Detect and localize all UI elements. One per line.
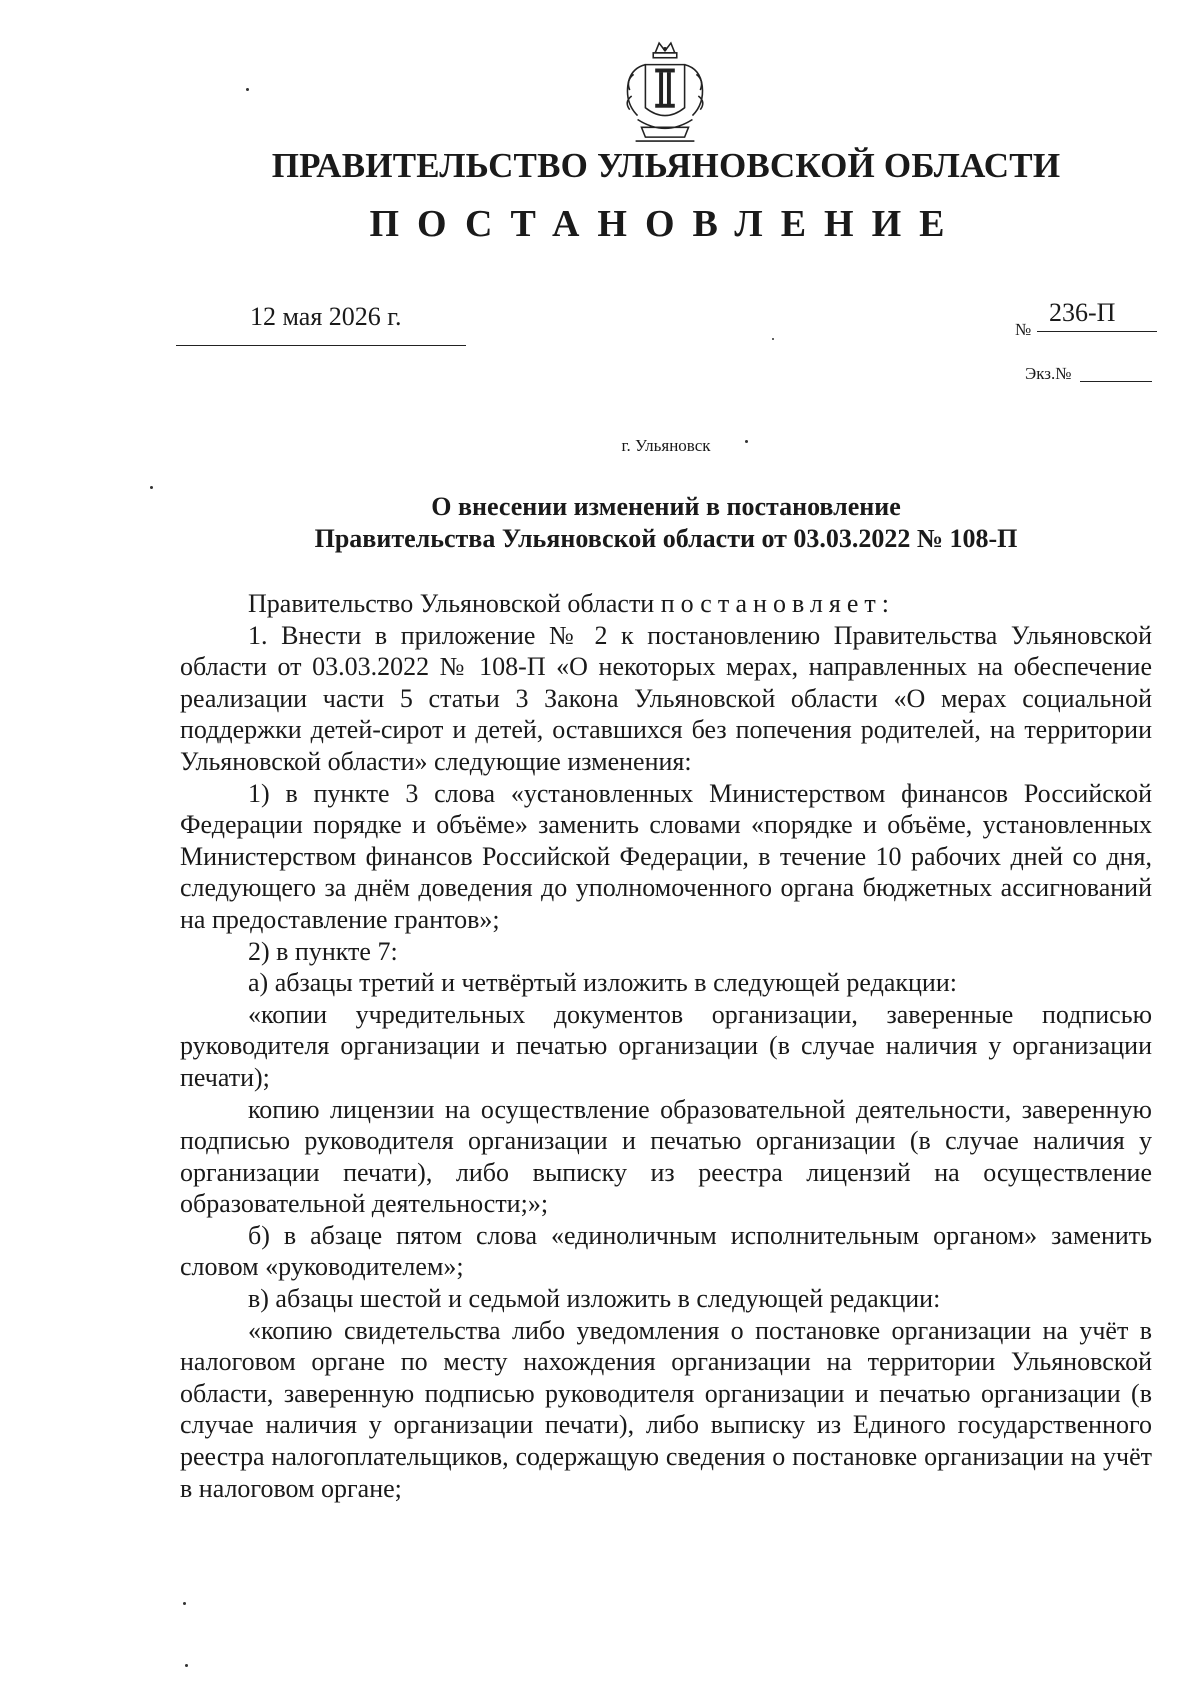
subject-line-1: О внесении изменений в постановление	[431, 492, 901, 521]
scan-speck	[772, 338, 774, 340]
document-body	[180, 588, 1152, 1504]
scan-speck	[246, 88, 249, 91]
intro-lead: Правительство Ульяновской области	[248, 589, 661, 618]
paragraph-subitem-2a: а) абзацы третий и четвёртый изложить в следующей редакции:	[248, 968, 957, 998]
number-sign: №	[1015, 320, 1032, 339]
intro-end: :	[881, 589, 889, 618]
subject-line-2: Правительства Ульяновской области от 03.03.2022 № 108-П	[314, 524, 1018, 553]
copy-number-underline	[1080, 381, 1152, 382]
document-subject	[0, 491, 1200, 555]
paragraph-subitem-2c: в) абзацы шестой и седьмой изложить в следующей редакции:	[248, 1284, 941, 1314]
city: г. Ульяновск	[621, 436, 711, 455]
organization-title: ПРАВИТЕЛЬСТВО УЛЬЯНОВСКОЙ ОБЛАСТИ	[271, 146, 1061, 185]
scan-speck	[183, 1602, 186, 1605]
scan-speck	[150, 486, 153, 489]
paragraph-quote-2: копию лицензии на осуществление образовательной деятельности, заверенную подписью руководителя организации и печатью организации (в случае наличия у организации печати), либо выписку из реестра лицензий на осуществление образовательной деятельности;»;	[180, 1094, 1152, 1219]
paragraph-subitem-2b: б) в абзаце пятом слова «единоличным исполнительным органом» заменить словом «руководителем»;	[180, 1220, 1152, 1282]
paragraph-subitem-1: 1) в пункте 3 слова «установленных Министерством финансов Российской Федерации порядке и объёме» заменить словами «порядке и объёме, установленных Министерством финансов Российской Федерации, в течение 10 рабочих дней со дня, следующего за днём доведения до уполномоченного органа бюджетных ассигнований на предоставление грантов»;	[180, 778, 1152, 934]
scan-speck	[745, 440, 748, 443]
scan-speck	[185, 1664, 188, 1667]
paragraph-subitem-2: 2) в пункте 7:	[248, 936, 398, 966]
paragraph-quote-3: «копию свидетельства либо уведомления о постановке организации на учёт в налоговом органе по месту нахождения организации на территории Ульяновской области, заверенную подписью руководителя организации и печатью организации (в случае наличия у организации печати), либо выписку из Единого государственного реестра налогоплательщиков, содержащую сведения о постановке организации на учёт в налоговом органе;	[180, 1315, 1152, 1503]
coat-of-arms-emblem	[616, 38, 714, 150]
document-type-title: ПОСТАНОВЛЕНИЕ	[369, 203, 963, 245]
document-date: 12 мая 2026 г.	[250, 302, 402, 331]
document-number: 236-П	[1037, 298, 1157, 332]
intro-decree-word: постановляет	[660, 589, 882, 618]
date-underline	[176, 345, 466, 346]
paragraph-item-1: 1. Внести в приложение № 2 к постановлению Правительства Ульяновской области от 03.03.2022 № 108-П «О некоторых мерах, направленных на обеспечение реализации части 5 статьи 3 Закона Ульяновской области «О мерах социальной поддержки детей-сирот и детей, оставшихся без попечения родителей, на территории Ульяновской области» следующие изменения:	[180, 620, 1152, 776]
paragraph-quote-1: «копии учредительных документов организации, заверенные подписью руководителя организации и печатью организации (в случае наличия у организации печати);	[180, 999, 1152, 1092]
copy-number-label: Экз.№	[1025, 364, 1072, 383]
intro-paragraph	[180, 588, 1152, 620]
